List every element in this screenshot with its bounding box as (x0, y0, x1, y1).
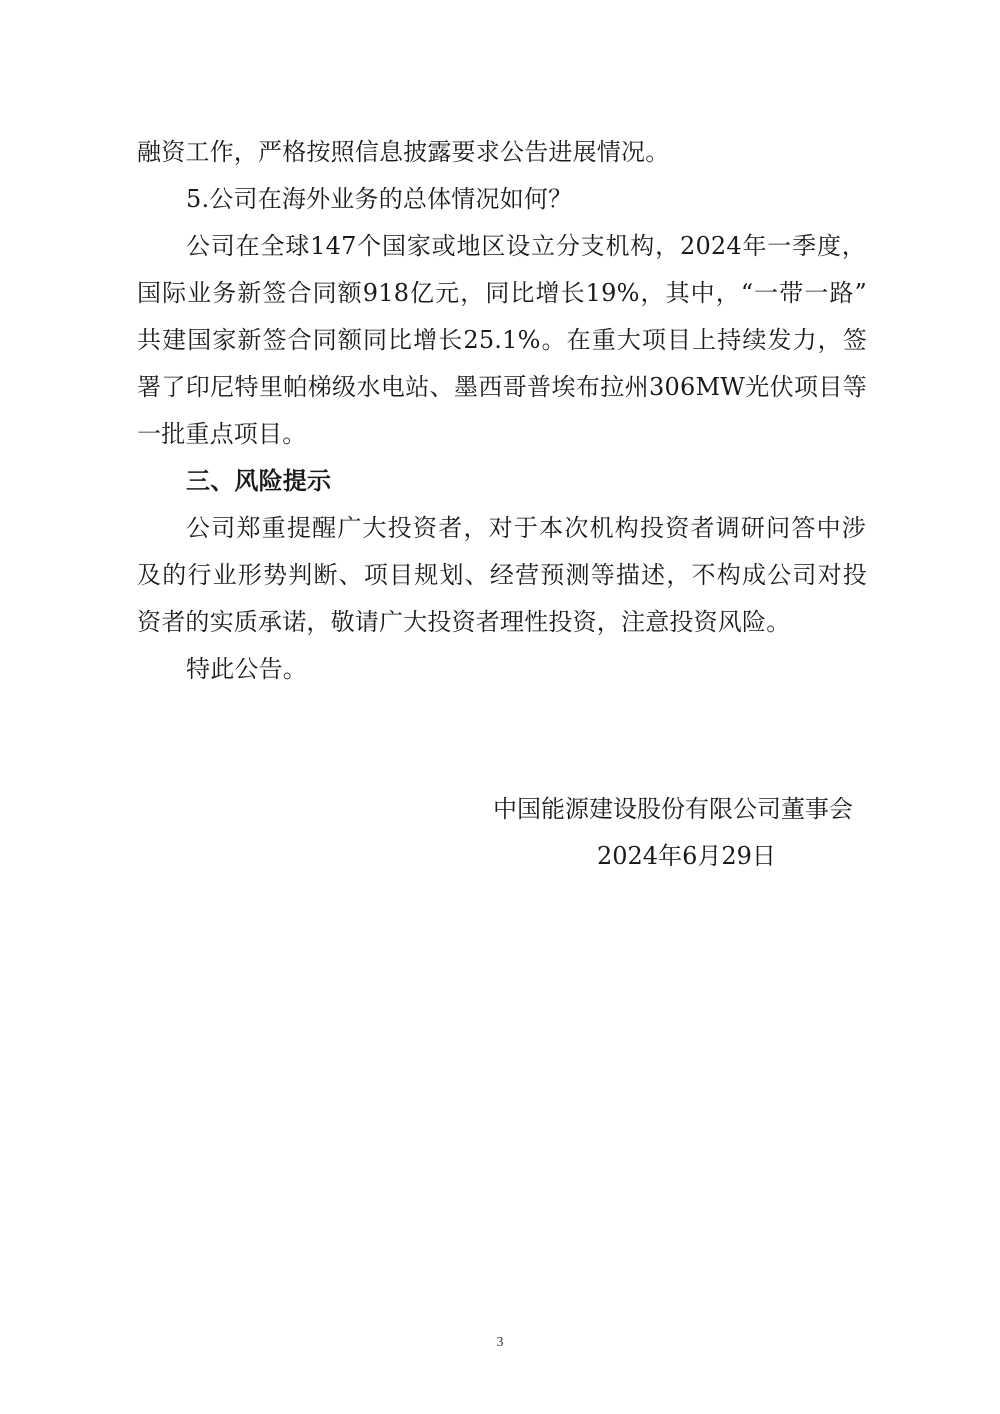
risk-paragraph-line: 公司郑重提醒广大投资者，对于本次机构投资者调研问答中涉 (186, 514, 866, 542)
question-5: 5.公司在海外业务的总体情况如何？ (186, 185, 573, 213)
signature-company: 中国能源建设股份有限公司董事会 (493, 795, 853, 823)
answer-5-line: 国际业务新签合同额918亿元，同比增长19%，其中，“一带一路” (137, 279, 867, 307)
answer-5-line: 共建国家新签合同额同比增长25.1%。在重大项目上持续发力，签 (137, 326, 867, 354)
paragraph-line: 融资工作，严格按照信息披露要求公告进展情况。 (137, 138, 670, 166)
answer-5-line: 署了印尼特里帕梯级水电站、墨西哥普埃布拉州306MW光伏项目等 (137, 373, 867, 401)
answer-5-line: 公司在全球147个国家或地区设立分支机构，2024年一季度， (186, 232, 866, 260)
risk-paragraph-line: 资者的实质承诺，敬请广大投资者理性投资，注意投资风险。 (137, 608, 791, 636)
page-number: 3 (496, 1335, 504, 1350)
closing-line: 特此公告。 (186, 655, 307, 683)
section-heading-risk: 三、风险提示 (186, 467, 332, 495)
risk-paragraph-line: 及的行业形势判断、项目规划、经营预测等描述，不构成公司对投 (137, 561, 867, 589)
signature-date: 2024年6月29日 (597, 842, 776, 870)
answer-5-line: 一批重点项目。 (137, 420, 307, 448)
